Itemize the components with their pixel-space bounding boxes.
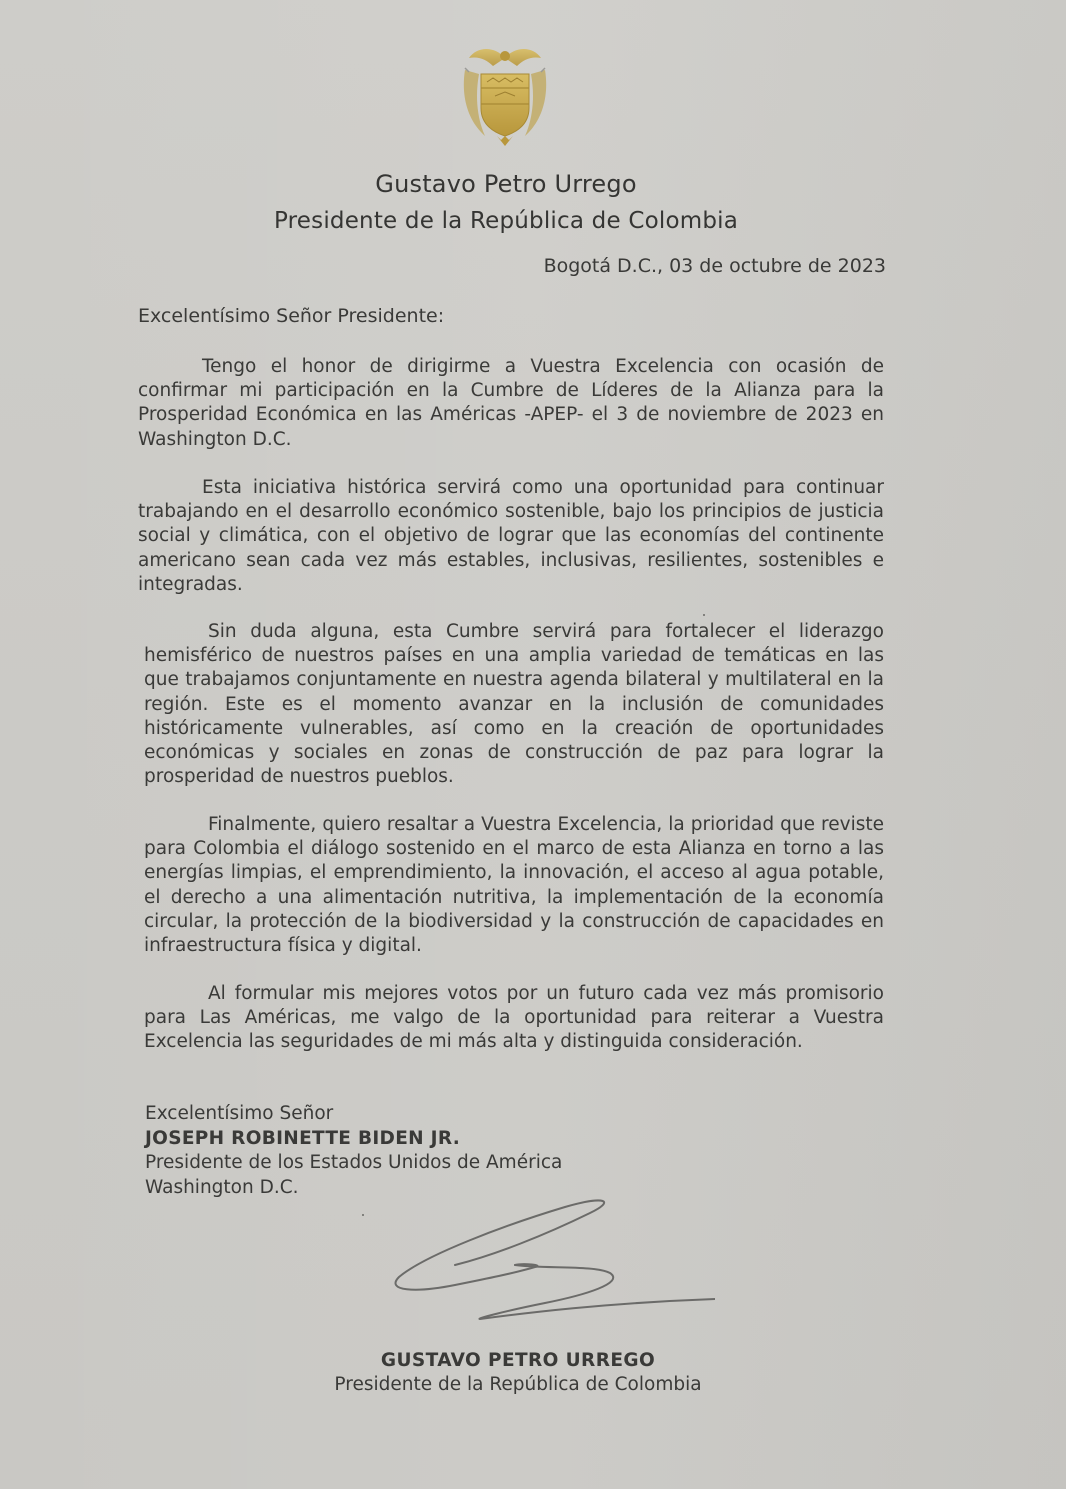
recipient-name: JOSEPH ROBINETTE BIDEN JR. [145, 1127, 461, 1149]
paragraph-1 [138, 355, 884, 452]
paragraph-2-text: Esta iniciativa histórica servirá como una oportunidad para continuar trabajando en el desarrollo económico sostenible, bajo los principios de justicia social y climática, con el objetivo de lograr que las economías del continente americano sean cada vez más estables, inclusivas, resilientes, sostenibles e integradas. [138, 477, 884, 595]
salutation: Excelentísimo Señor Presidente: [138, 305, 445, 327]
signer-title: Presidente de la República de Colombia [334, 1374, 702, 1395]
recipient-honorific: Excelentísimo Señor [145, 1103, 334, 1124]
paper-speck [703, 614, 705, 616]
recipient-block [145, 1102, 562, 1200]
paragraph-4 [144, 813, 884, 958]
paper-speck [362, 1214, 364, 1216]
paragraph-5-text: Al formular mis mejores votos por un futuro cada vez más promisorio para Las Américas, me valgo de la oportunidad para reiterar a Vuestra Excelencia las seguridades de mi más alta y distinguida consideración. [144, 983, 884, 1053]
recipient-title: Presidente de los Estados Unidos de América [145, 1152, 563, 1173]
paragraph-3 [144, 620, 884, 789]
signer-name: GUSTAVO PETRO URREGO [380, 1350, 656, 1371]
paragraph-1-text: Tengo el honor de dirigirme a Vuestra Excelencia con ocasión de confirmar mi participación en la Cumbre de Líderes de la Alianza para la Prosperidad Económica en las Américas -APEP- el 3 de noviembre de 2023 en Washington D.C. [138, 356, 884, 450]
paragraph-4-text: Finalmente, quiero resaltar a Vuestra Excelencia, la prioridad que reviste para Colombia el diálogo sostenido en el marco de esta Alianza en torno a las energías limpias, el emprendimiento, la innovación, el acceso al agua potable, el derecho a una alimentación nutritiva, la implementación de la economía circular, la protección de la biodiversidad y la construcción de capacidades en infraestructura física y digital. [144, 814, 884, 957]
colombia-coat-of-arms-icon [455, 40, 555, 150]
paragraph-3-text: Sin duda alguna, esta Cumbre servirá para fortalecer el liderazgo hemisférico de nuestros países en una amplia variedad de temáticas en las que trabajamos conjuntamente en nuestra agenda bilateral y multilateral en la región. Este es el momento avanzar en la inclusión de comunidades históricamente vulnerables, así como en la creación de oportunidades económicas y sociales en zonas de construcción de paz para lograr la prosperidad de nuestros pueblos. [144, 621, 884, 788]
letterhead-name: Gustavo Petro Urrego [375, 170, 637, 198]
date-line: Bogotá D.C., 03 de octubre de 2023 [543, 255, 886, 277]
paragraph-2 [138, 476, 884, 597]
recipient-location: Washington D.C. [145, 1176, 299, 1198]
paragraph-5 [144, 982, 884, 1055]
handwritten-signature-icon [385, 1195, 715, 1325]
letterhead-title: Presidente de la República de Colombia [273, 208, 739, 234]
